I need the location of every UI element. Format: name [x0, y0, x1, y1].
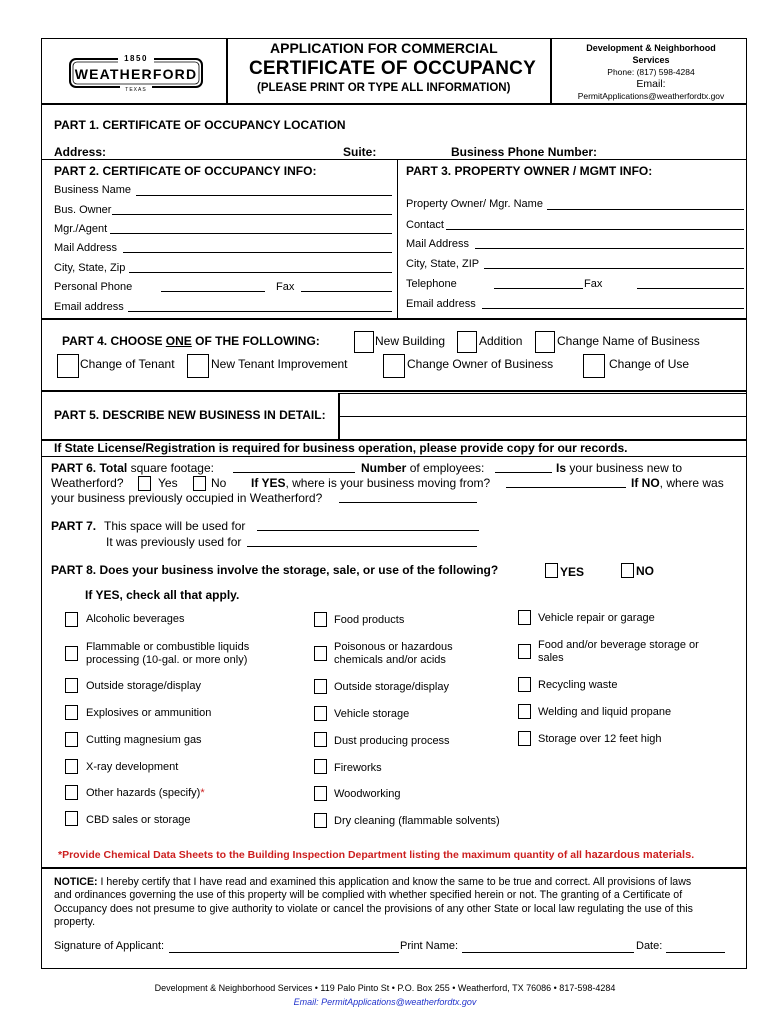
alcoholic-checkbox[interactable]: [65, 612, 78, 627]
city-state-zip-label: City, State, Zip: [54, 262, 126, 274]
other-hazards-asterisk: *: [200, 787, 205, 799]
part6-if-no: If NO: [631, 476, 660, 490]
woodworking-label: Woodworking: [334, 788, 401, 800]
recycling-checkbox[interactable]: [518, 677, 531, 692]
notice-line-3: Occupancy does not presume to give authority to violate or cancel the provisions of any other State or local law regulating the use of this: [54, 903, 693, 915]
storage-12ft-label: Storage over 12 feet high: [538, 733, 662, 745]
vehicle-repair-checkbox[interactable]: [518, 610, 531, 625]
poisonous-label-1: Poisonous or hazardous: [334, 641, 453, 653]
dry-cleaning-checkbox[interactable]: [314, 813, 327, 828]
sqft-field[interactable]: [233, 472, 355, 473]
explosives-checkbox[interactable]: [65, 705, 78, 720]
used-for-field[interactable]: [257, 530, 479, 531]
part5-detail-field[interactable]: [338, 393, 747, 417]
mail-address-label: Mail Address: [54, 242, 117, 254]
part7-prev-used: It was previously used for: [106, 535, 242, 549]
part3-fax-label: Fax: [584, 278, 603, 290]
food-products-label: Food products: [334, 614, 405, 626]
header-divider-2: [550, 38, 552, 104]
magnesium-label: Cutting magnesium gas: [86, 734, 202, 746]
food-beverage-label-1: Food and/or beverage storage or: [538, 639, 699, 651]
part3-email-label: Email address: [406, 298, 476, 310]
change-use-checkbox[interactable]: [583, 354, 605, 378]
part3-fax-field[interactable]: [637, 288, 744, 289]
part1-title: PART 1. CERTIFICATE OF OCCUPANCY LOCATION: [54, 118, 346, 132]
part4-title-a: PART 4. CHOOSE: [62, 334, 166, 348]
poisonous-label-2: chemicals and/or acids: [334, 654, 446, 666]
part6-new-to: your business new to: [569, 461, 683, 475]
date-label: Date:: [636, 940, 663, 952]
addition-label: Addition: [479, 334, 523, 348]
business-name-field[interactable]: [136, 195, 392, 196]
notice-top-line: [41, 867, 747, 869]
cbd-checkbox[interactable]: [65, 811, 78, 826]
outside-storage-1-checkbox[interactable]: [65, 678, 78, 693]
part6-sqft: square footage:: [130, 461, 214, 475]
fireworks-label: Fireworks: [334, 762, 382, 774]
title-line-3: (PLEASE PRINT OR TYPE ALL INFORMATION): [257, 82, 511, 94]
cbd-label: CBD sales or storage: [86, 814, 191, 826]
part1-bottom-line: [41, 159, 747, 160]
part4-title: [62, 334, 320, 348]
part4-title-one: ONE: [165, 334, 192, 348]
mgr-agent-label: Mgr./Agent: [54, 223, 108, 235]
poisonous-checkbox[interactable]: [314, 646, 327, 661]
change-use-label: Change of Use: [609, 357, 690, 371]
part2-email-label: Email address: [54, 301, 124, 313]
telephone-label: Telephone: [406, 278, 457, 290]
alcoholic-label: Alcoholic beverages: [86, 613, 185, 625]
part3-title: PART 3. PROPERTY OWNER / MGMT INFO:: [406, 164, 653, 178]
part5-title: PART 5. DESCRIBE NEW BUSINESS IN DETAIL:: [54, 408, 326, 422]
xray-label: X-ray development: [86, 761, 179, 773]
part1-suite-label: Suite:: [343, 145, 377, 159]
mail-address-field[interactable]: [123, 252, 392, 253]
prev-used-field[interactable]: [247, 546, 477, 547]
flammable-label-1: Flammable or combustible liquids: [86, 641, 250, 653]
woodworking-checkbox[interactable]: [314, 786, 327, 801]
part6-yes-label: Yes: [158, 476, 178, 490]
change-name-checkbox[interactable]: [535, 331, 555, 353]
moving-from-field[interactable]: [506, 487, 626, 488]
title-line-2: CERTIFICATE OF OCCUPANCY: [249, 58, 536, 79]
personal-phone-field[interactable]: [161, 291, 265, 292]
part6-prev: your business previously occupied in Weatherford?: [51, 491, 323, 505]
bus-owner-field[interactable]: [112, 214, 392, 215]
notice-line-2: and ordinances governing the use of this property will be complied with whether specified herein or not. The granting of a Certificate of: [54, 889, 683, 901]
part6-moving: , where is your business moving from?: [285, 476, 491, 490]
flammable-label-2: processing (10-gal. or more only): [86, 654, 248, 666]
part7-title: PART 7.: [51, 519, 97, 533]
part8-yes-checkbox[interactable]: [545, 563, 558, 578]
outside-storage-2-checkbox[interactable]: [314, 679, 327, 694]
part2-3-divider: [397, 159, 398, 319]
change-tenant-checkbox[interactable]: [57, 354, 79, 378]
magnesium-checkbox[interactable]: [65, 732, 78, 747]
welding-label: Welding and liquid propane: [538, 706, 672, 718]
footer-address: Development & Neighborhood Services • 119 Palo Pinto St • P.O. Box 255 • Weatherford, TX 76086 • 817-598-4284: [154, 983, 616, 993]
addition-checkbox[interactable]: [457, 331, 477, 353]
dept-email[interactable]: PermitApplications@weatherfordtx.gov: [577, 91, 725, 101]
notice-line-1: [54, 876, 691, 888]
dept-name-2: Services: [632, 55, 670, 65]
other-hazards-label: [86, 787, 205, 799]
part8-no-label: NO: [636, 564, 654, 578]
part6-employees-text: [361, 461, 484, 475]
dust-label: Dust producing process: [334, 735, 450, 747]
header-bottom-line: [41, 103, 747, 105]
part3-city-label: City, State, ZIP: [406, 258, 480, 270]
part5-divider: [338, 393, 340, 440]
new-building-checkbox[interactable]: [354, 331, 374, 353]
recycling-label: Recycling waste: [538, 679, 618, 691]
dept-email-label: Email:: [636, 78, 666, 90]
bus-owner-label: Bus. Owner: [54, 204, 112, 216]
change-name-label: Change Name of Business: [557, 334, 700, 348]
part6-moving-text: [251, 476, 490, 490]
dept-name-1: Development & Neighborhood: [586, 43, 716, 53]
other-hazards-checkbox[interactable]: [65, 785, 78, 800]
footer-email[interactable]: Email: PermitApplications@weatherfordtx.gov: [293, 997, 477, 1007]
part6-yes-checkbox[interactable]: [138, 476, 151, 491]
part1-address-label: Address:: [54, 145, 107, 159]
mgr-agent-field[interactable]: [110, 233, 392, 234]
contact-label: Contact: [406, 219, 444, 231]
food-beverage-checkbox[interactable]: [518, 644, 531, 659]
weatherford-logo: [68, 49, 206, 93]
contact-field[interactable]: [446, 229, 744, 230]
food-products-checkbox[interactable]: [314, 612, 327, 627]
vehicle-storage-checkbox[interactable]: [314, 706, 327, 721]
personal-phone-label: Personal Phone: [54, 281, 133, 293]
part8-no-checkbox[interactable]: [621, 563, 634, 578]
notice-line-4: property.: [54, 916, 96, 928]
vehicle-storage-label: Vehicle storage: [334, 708, 410, 720]
part7-used-for: This space will be used for: [104, 519, 246, 533]
employees-field[interactable]: [495, 472, 552, 473]
chemical-note-b: hazardous materials: [584, 849, 692, 861]
outside-storage-2-label: Outside storage/display: [334, 681, 449, 693]
outside-storage-1-label: Outside storage/display: [86, 680, 201, 692]
xray-checkbox[interactable]: [65, 759, 78, 774]
print-name-label: Print Name:: [400, 940, 459, 952]
prev-occupied-field[interactable]: [339, 502, 477, 503]
license-note: If State License/Registration is required for business operation, please provide copy for our records.: [54, 441, 628, 455]
print-name-field[interactable]: [462, 952, 634, 953]
contact-block: [556, 42, 746, 102]
change-owner-checkbox[interactable]: [383, 354, 405, 378]
chemical-note-a: *Provide Chemical Data Sheets to the Building Inspection Department listing the maximum quantity of all: [58, 849, 582, 861]
chemical-note: [58, 849, 694, 861]
part6-number: Number: [361, 461, 407, 475]
fireworks-checkbox[interactable]: [314, 759, 327, 774]
part6-employees: of employees:: [409, 461, 485, 475]
part3-email-field[interactable]: [482, 308, 744, 309]
svg-text:1850: 1850: [124, 54, 148, 63]
part8-yes-label: YES: [560, 565, 585, 579]
dept-phone: Phone: (817) 598-4284: [607, 67, 695, 77]
flammable-checkbox[interactable]: [65, 646, 78, 661]
date-field[interactable]: [666, 952, 725, 953]
new-building-label: New Building: [375, 334, 446, 348]
part8-check-all: If YES, check all that apply.: [85, 588, 240, 602]
welding-checkbox[interactable]: [518, 704, 531, 719]
new-tenant-label: New Tenant Improvement: [211, 357, 348, 371]
part3-mail-label: Mail Address: [406, 238, 469, 250]
property-owner-label: Property Owner/ Mgr. Name: [406, 198, 543, 210]
part4-title-b: OF THE FOLLOWING:: [191, 334, 320, 348]
other-hazards-text: Other hazards (specify): [86, 787, 201, 799]
new-tenant-checkbox[interactable]: [187, 354, 209, 378]
chemical-note-c: .: [691, 849, 695, 861]
dry-cleaning-label: Dry cleaning (flammable solvents): [334, 815, 500, 827]
part6-is: Is: [556, 461, 567, 475]
part3-mail-field[interactable]: [475, 248, 744, 249]
part6-newto-text: [556, 461, 682, 475]
part6-no-checkbox[interactable]: [193, 476, 206, 491]
part3-city-field[interactable]: [484, 268, 744, 269]
part1-phone-label: Business Phone Number:: [451, 145, 598, 159]
svg-text:TEXAS: TEXAS: [125, 87, 147, 93]
dust-checkbox[interactable]: [314, 732, 327, 747]
notice-text-1: I hereby certify that I have read and examined this application and know the same to be true and correct. All provisions of laws: [100, 876, 692, 888]
part2-title: PART 2. CERTIFICATE OF OCCUPANCY INFO:: [54, 164, 317, 178]
header-divider-1: [226, 38, 228, 104]
part6-where-was: , where was: [659, 476, 724, 490]
part6-no-label: No: [211, 476, 227, 490]
telephone-field[interactable]: [494, 288, 583, 289]
part2-fax-label: Fax: [276, 281, 295, 293]
notice-label: NOTICE:: [54, 876, 98, 888]
part6-line1: [51, 461, 214, 475]
vehicle-repair-label: Vehicle repair or garage: [538, 612, 655, 624]
storage-12ft-checkbox[interactable]: [518, 731, 531, 746]
part2-fax-field[interactable]: [301, 291, 392, 292]
license-bottom-line: [41, 456, 747, 457]
explosives-label: Explosives or ammunition: [86, 707, 212, 719]
food-beverage-label-2: sales: [538, 652, 564, 664]
property-owner-field[interactable]: [547, 209, 744, 210]
part8-title: PART 8. Does your business involve the storage, sale, or use of the following?: [51, 563, 499, 577]
part6-if-yes: If YES: [251, 476, 286, 490]
title-line-1: APPLICATION FOR COMMERCIAL: [270, 40, 498, 56]
part6-where-was-text: [631, 476, 724, 490]
city-state-zip-field[interactable]: [129, 272, 392, 273]
part3-bottom-line: [41, 318, 747, 320]
signature-field[interactable]: [169, 952, 399, 953]
part2-email-field[interactable]: [128, 311, 392, 312]
part6-title: PART 6.: [51, 461, 97, 475]
part6-weatherford: Weatherford?: [51, 476, 124, 490]
business-name-label: Business Name: [54, 184, 132, 196]
change-owner-label: Change Owner of Business: [407, 357, 554, 371]
signature-label: Signature of Applicant:: [54, 940, 165, 952]
part6-total: Total: [99, 461, 128, 475]
change-tenant-label: Change of Tenant: [80, 357, 175, 371]
svg-text:WEATHERFORD: WEATHERFORD: [74, 66, 198, 82]
part4-bottom-line: [41, 390, 747, 392]
